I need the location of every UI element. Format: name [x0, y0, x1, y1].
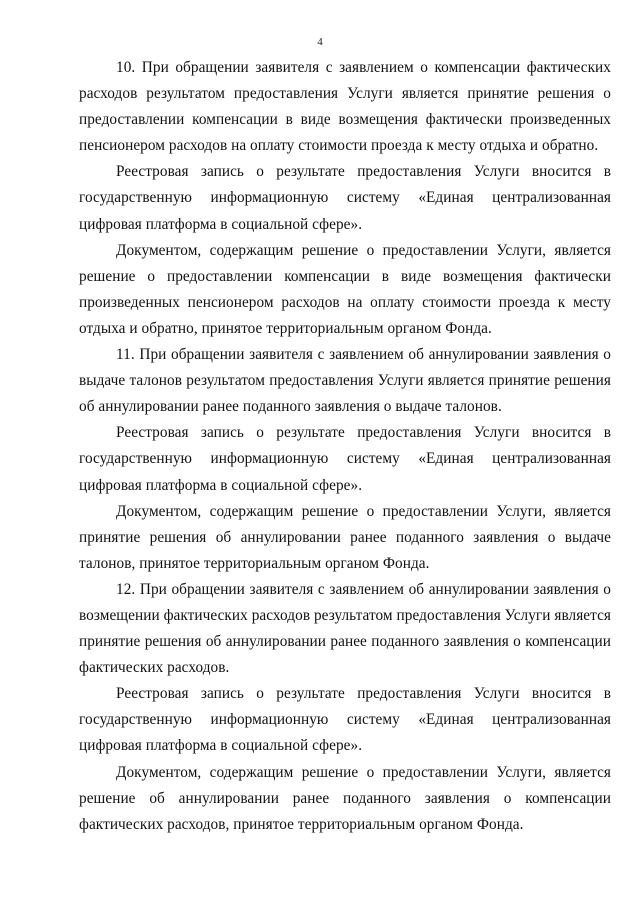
paragraph-11-registry: Реестровая запись о результате предоставления Услуги вносится в государственную информационную систему «Единая централизованная цифровая платформа в социальной сфере». — [79, 424, 611, 494]
page-number: 4 — [317, 36, 323, 48]
paragraph-12-registry: Реестровая запись о результате предоставления Услуги вносится в государственную информационную систему «Единая централизованная цифровая платформа в социальной сфере». — [79, 685, 611, 755]
paragraph-12: 12. При обращении заявителя с заявлением об аннулировании заявления о возмещении фактических расходов результатом предоставления Услуги является принятие решения об аннулировании ранее поданного заявления о компенсации фактических расходов. — [79, 580, 611, 677]
paragraph-11-document: Документом, содержащим решение о предоставлении Услуги, является принятие решения об аннулировании ранее поданного заявления о выдаче талонов, принятое территориальным органом Фонда. — [79, 502, 611, 572]
paragraph-10: 10. При обращении заявителя с заявлением о компенсации фактических расходов результатом предоставления Услуги является принятие решения о предоставлении компенсации в виде возмещения фактически произведенных пенсионером расходов на оплату стоимости проезда к месту отдыха и обратно. — [79, 59, 611, 155]
paragraph-10-document: Документом, содержащим решение о предоставлении Услуги, является решение о предоставлении компенсации в виде возмещения фактически произведенных пенсионером расходов на оплату стоимости проезда к месту отдыха и обратно, принятое территориальным органом Фонда. — [79, 241, 611, 337]
paragraph-11: 11. При обращении заявителя с заявлением об аннулировании заявления о выдаче талонов результатом предоставления Услуги является принятие решения об аннулировании ранее поданного заявления о выдаче талонов. — [79, 346, 611, 416]
document-body — [79, 55, 611, 838]
paragraph-12-document: Документом, содержащим решение о предоставлении Услуги, является решение об аннулировании ранее поданного заявления о компенсации фактических расходов, принятое территориальным органом Фонда. — [79, 763, 611, 833]
paragraph-10-registry: Реестровая запись о результате предоставления Услуги вносится в государственную информационную систему «Единая централизованная цифровая платформа в социальной сфере». — [79, 163, 611, 233]
